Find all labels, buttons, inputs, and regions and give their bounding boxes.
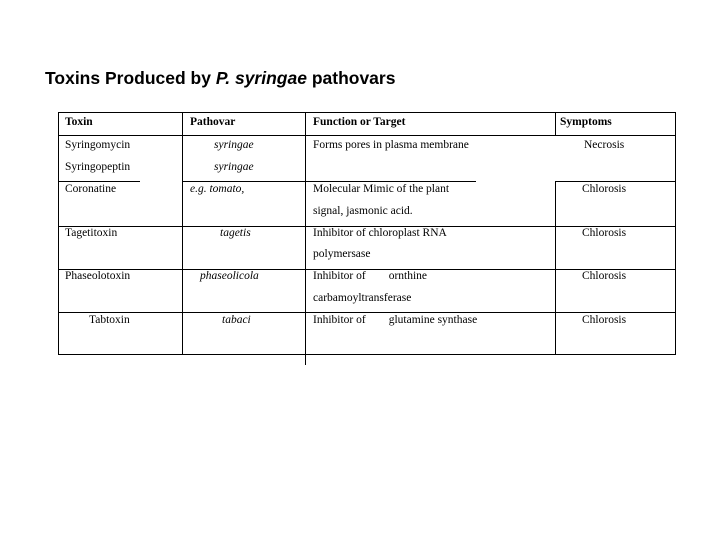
toxins-table (58, 112, 676, 355)
header-function: Function or Target (313, 116, 406, 128)
table-row-phaseolotoxin-pathovar: phaseolicola (200, 270, 259, 282)
header-pathovar: Pathovar (190, 116, 236, 128)
table-row-phaseolotoxin-toxin: Phaseolotoxin (65, 270, 131, 282)
table-row-coronatine-toxin: Coronatine (65, 183, 117, 195)
slide-title (45, 68, 395, 89)
table-row-coronatine-pathovar: e.g. tomato, (190, 183, 245, 195)
table-row-tagetitoxin-pathovar: tagetis (220, 227, 251, 239)
table-row-tabtoxin-symptoms: Chlorosis (582, 314, 627, 326)
table-border-right (675, 112, 676, 355)
table-row-tabtoxin-function: Inhibitor of glutamine synthase (313, 314, 478, 326)
table-row-coronatine-function-line2: signal, jasmonic acid. (313, 205, 413, 217)
table-border-bottom (58, 354, 676, 355)
table-row-syringopeptin-toxin: Syringopeptin (65, 161, 131, 173)
title-suffix: pathovars (306, 68, 396, 88)
header-symptoms: Symptoms (560, 116, 612, 128)
table-row-syringomycin-toxin: Syringomycin (65, 139, 131, 151)
table-row-syringomycin-symptoms: Necrosis (584, 139, 625, 151)
table-row-phaseolotoxin-symptoms: Chlorosis (582, 270, 627, 282)
table-row-tabtoxin-toxin: Tabtoxin (89, 314, 130, 326)
col-divider-pathovar (182, 112, 183, 355)
table-row-phaseolotoxin-function-line2: carbamoyltransferase (313, 292, 412, 304)
table-row-syringopeptin-pathovar: syringae (214, 161, 254, 173)
table-row-syringomycin-pathovar: syringae (214, 139, 254, 151)
col-divider-symptoms (555, 112, 556, 135)
title-prefix: Toxins Produced by (45, 68, 216, 88)
table-border-left (58, 112, 59, 355)
table-row-tagetitoxin-function-line2: polymersase (313, 248, 371, 260)
table-border-top (58, 112, 676, 113)
col-divider-symptoms-lower (555, 181, 556, 355)
title-species: P. syringae (215, 68, 307, 88)
header-toxin: Toxin (65, 116, 93, 128)
table-row-phaseolotoxin-function-line1: Inhibitor of ornthine (313, 270, 428, 282)
table-row-syringomycin-function: Forms pores in plasma membrane (313, 139, 469, 151)
col-divider-function (305, 112, 306, 365)
table-row-coronatine-function-line1: Molecular Mimic of the plant (313, 183, 450, 195)
header-divider (58, 135, 676, 136)
table-row-tagetitoxin-function-line1: Inhibitor of chloroplast RNA (313, 227, 447, 239)
table-row-tabtoxin-pathovar: tabaci (222, 314, 251, 326)
table-row-tagetitoxin-toxin: Tagetitoxin (65, 227, 118, 239)
table-row-tagetitoxin-symptoms: Chlorosis (582, 227, 627, 239)
table-row-coronatine-symptoms: Chlorosis (582, 183, 627, 195)
